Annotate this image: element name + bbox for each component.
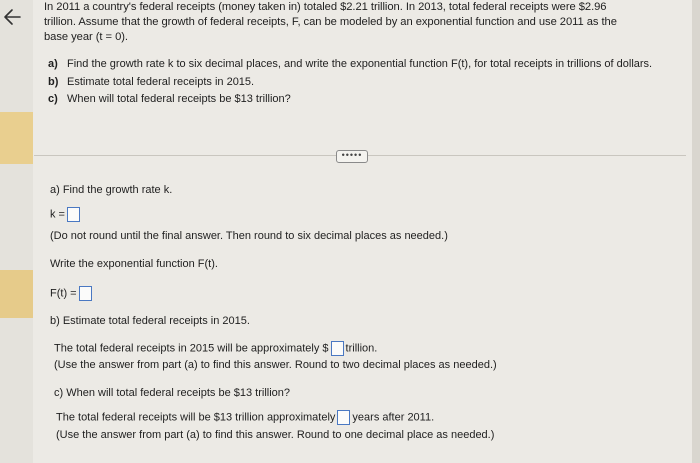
- question-parts-list: [48, 57, 673, 110]
- part-a-letter: a): [48, 58, 58, 70]
- c-answer-suffix: years after 2011.: [352, 411, 435, 424]
- part-b-letter: b): [48, 75, 59, 88]
- part-b-text: Estimate total federal receipts in 2015.: [67, 75, 255, 88]
- sidebar-highlight-bottom: [0, 270, 33, 318]
- problem-line-3: base year (t = 0).: [44, 31, 128, 43]
- write-function-prompt: Write the exponential function F(t).: [50, 258, 218, 270]
- part-c-heading: c) When will total federal receipts be $13 trillion?: [54, 387, 291, 399]
- problem-statement: [44, 0, 674, 45]
- right-scroll-edge: [692, 0, 700, 463]
- sidebar-highlight-top: [0, 112, 33, 164]
- b-input-box[interactable]: [331, 341, 344, 356]
- part-a-heading: a) Find the growth rate k.: [50, 184, 173, 196]
- b-answer-row: [54, 341, 377, 356]
- part-a-text: Find the growth rate k to six decimal places, and write the exponential function F(t), for total receipts in trillions of dollars.: [67, 58, 653, 70]
- part-b-note: (Use the answer from part (a) to find this answer. Round to two decimal places as needed.): [54, 359, 497, 371]
- ft-answer-row: [50, 286, 94, 301]
- back-arrow-icon[interactable]: [2, 6, 24, 28]
- problem-line-2: trillion. Assume that the growth of federal receipts, F, can be modeled by an exponential function and use 2011 as the: [44, 16, 617, 28]
- part-c-row: [48, 92, 673, 107]
- part-a-note: (Do not round until the final answer. Then round to six decimal places as needed.): [50, 230, 448, 242]
- c-answer-row: [56, 410, 434, 425]
- b-answer-prefix: The total federal receipts in 2015 will be approximately $: [54, 342, 329, 355]
- part-c-letter: c): [48, 93, 58, 105]
- problem-line-1: In 2011 a country's federal receipts (money taken in) totaled $2.21 trillion. In 2013, total federal receipts were $2.96: [44, 1, 607, 13]
- left-sidebar: [0, 0, 33, 463]
- part-b-heading: b) Estimate total federal receipts in 2015.: [50, 315, 250, 327]
- c-input-box[interactable]: [337, 410, 350, 425]
- ft-label: F(t) =: [50, 287, 77, 300]
- expand-more-button[interactable]: •••••: [336, 150, 368, 163]
- part-a-row: [48, 57, 673, 72]
- c-answer-prefix: The total federal receipts will be $13 trillion approximately: [56, 411, 336, 424]
- part-c-note: (Use the answer from part (a) to find this answer. Round to one decimal place as needed.): [56, 429, 495, 441]
- part-b-row: [48, 75, 673, 90]
- k-label: k =: [50, 208, 65, 221]
- k-answer-row: [50, 207, 82, 222]
- k-input-box[interactable]: [67, 207, 80, 222]
- ft-input-box[interactable]: [79, 286, 92, 301]
- part-c-text: When will total federal receipts be $13 trillion?: [67, 93, 291, 105]
- b-answer-suffix: trillion.: [345, 342, 378, 355]
